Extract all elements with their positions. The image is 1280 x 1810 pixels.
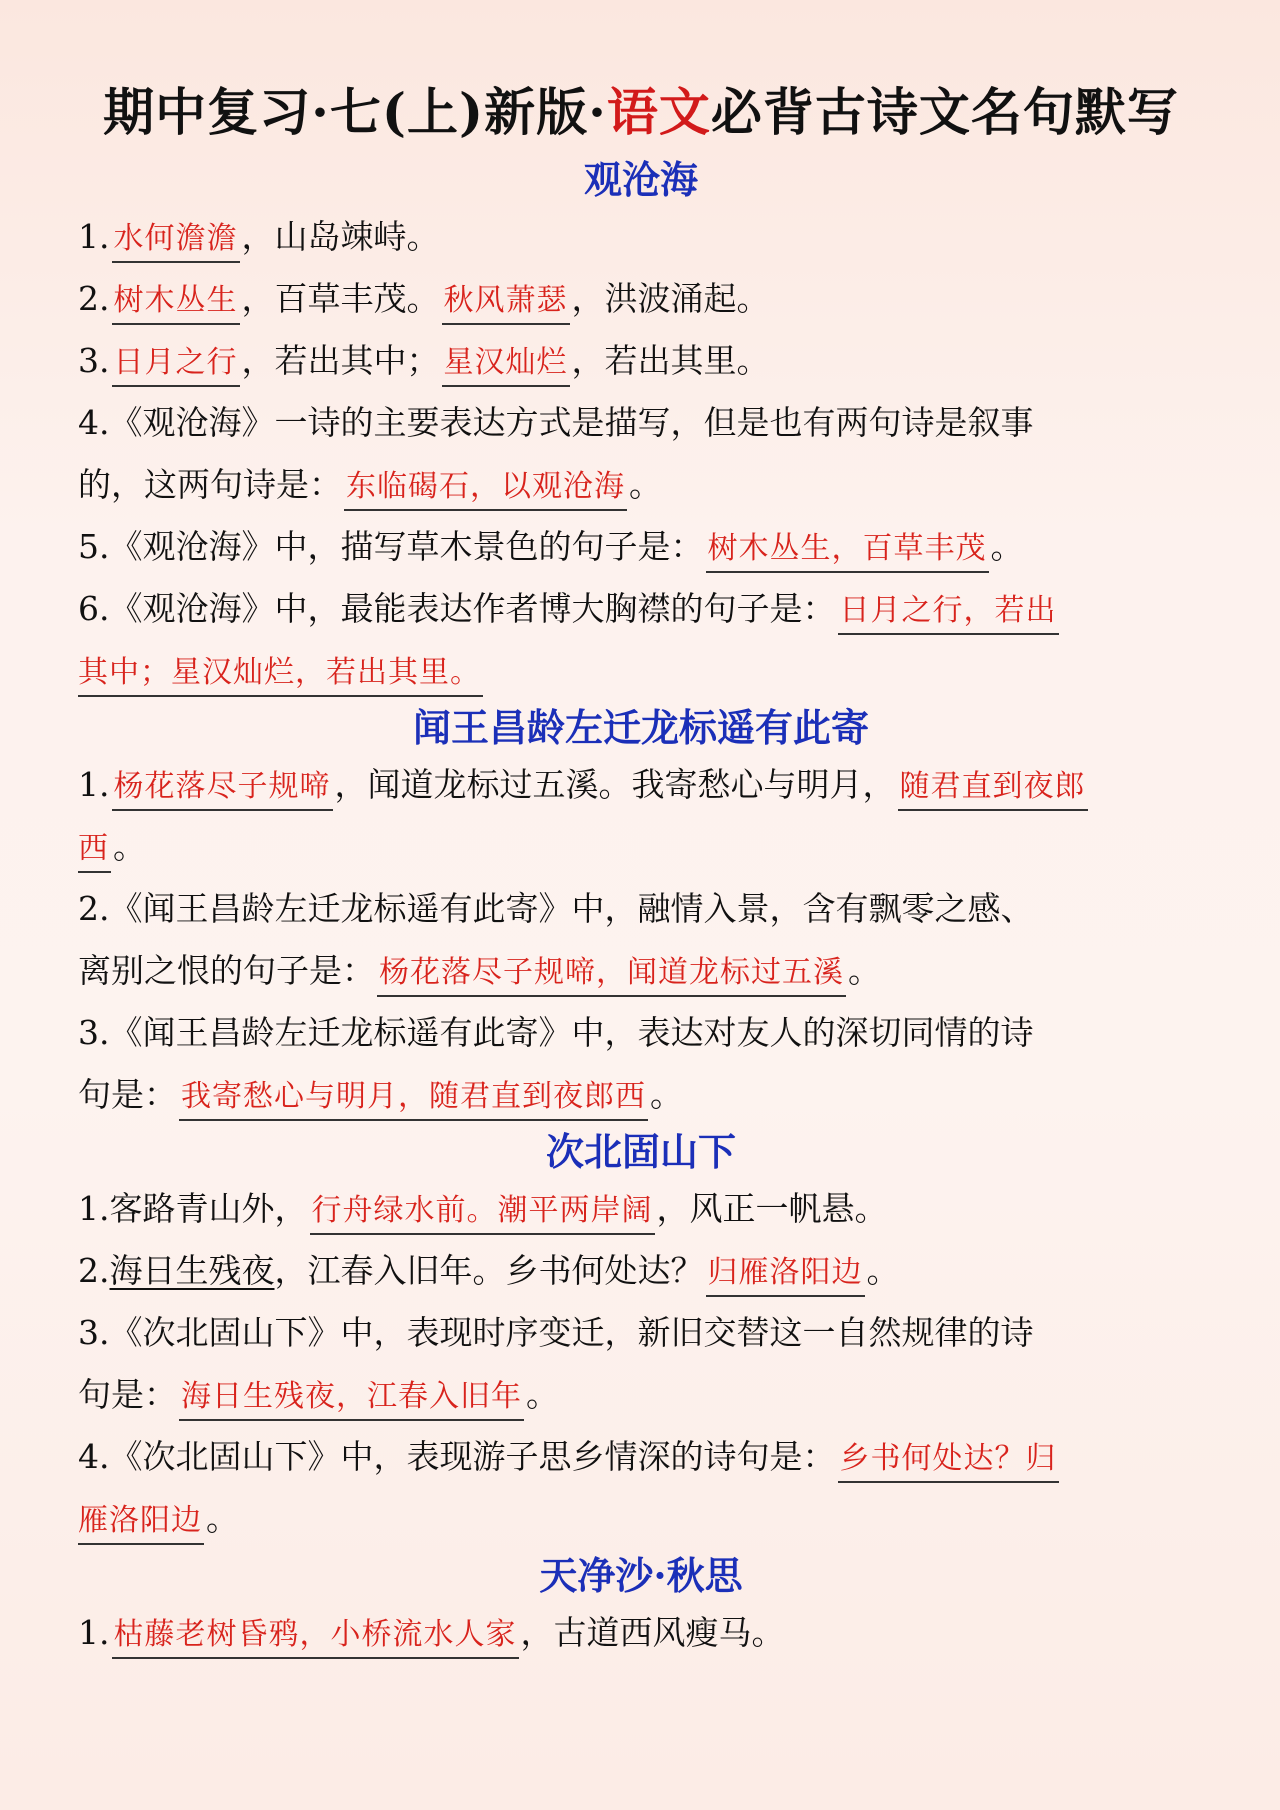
answer-text: 星汉灿烂 <box>442 343 570 387</box>
question-number: 1. <box>78 217 110 256</box>
question-line <box>78 1302 1204 1364</box>
question-text: 2.《闻王昌龄左迁龙标遥有此寄》中，融情入景，含有飘零之感、 <box>78 889 1034 928</box>
question-number: 1. <box>78 1613 110 1652</box>
answer-text: 乡书何处达？归 <box>838 1439 1059 1483</box>
section-title: 次北固山下 <box>545 1129 736 1174</box>
question-text: ，洪波涌起。 <box>571 279 770 318</box>
answer-text: 日月之行 <box>112 343 240 387</box>
question-text: 6.《观沧海》中，最能表达作者博大胸襟的句子是： <box>78 589 836 628</box>
question-line <box>78 516 1204 578</box>
answer-text: 树木丛生，百草丰茂 <box>706 529 989 573</box>
question-line <box>78 1002 1204 1064</box>
question-line <box>78 1602 1204 1664</box>
answer-text: 随君直到夜郎 <box>898 767 1088 811</box>
question-number: 2. <box>78 279 110 318</box>
question-line <box>78 940 1204 1002</box>
question-line <box>78 1364 1204 1426</box>
question-text: 4.《次北固山下》中，表现游子思乡情深的诗句是： <box>78 1437 836 1476</box>
section-title: 闻王昌龄左迁龙标遥有此寄 <box>412 705 869 750</box>
question-number: 3. <box>78 341 110 380</box>
question-text: 4.《观沧海》一诗的主要表达方式是描写，但是也有两句诗是叙事 <box>78 403 1034 442</box>
question-line <box>78 1178 1204 1240</box>
underlined-text: 海日生残夜 <box>109 1251 275 1290</box>
question-text: ，风正一帆悬。 <box>656 1189 888 1228</box>
answer-text: 水何澹澹 <box>112 219 240 263</box>
question-text: 。 <box>206 1499 239 1538</box>
answer-text: 杨花落尽子规啼，闻道龙标过五溪 <box>377 953 846 997</box>
answer-text: 其中；星汉灿烂，若出其里。 <box>78 653 483 697</box>
question-text: ，若出其中； <box>241 341 440 380</box>
question-line <box>78 640 1204 702</box>
question-line <box>78 878 1204 940</box>
question-text: 。 <box>113 827 146 866</box>
question-text: ，山岛竦峙。 <box>241 217 440 256</box>
question-line <box>78 206 1204 268</box>
question-line <box>78 578 1204 640</box>
question-number: 2. <box>78 1251 110 1290</box>
question-text: 。 <box>990 527 1024 566</box>
question-text: 5.《观沧海》中，描写草木景色的句子是： <box>78 527 704 566</box>
answer-text: 东临碣石，以观沧海 <box>344 467 627 511</box>
question-text: ，百草丰茂。 <box>241 279 440 318</box>
question-line <box>78 1240 1204 1302</box>
question-text: 3.《次北固山下》中，表现时序变迁，新旧交替这一自然规律的诗 <box>78 1313 1034 1352</box>
question-line <box>78 330 1204 392</box>
question-text: 离别之恨的句子是： <box>78 951 375 990</box>
question-line <box>78 1488 1204 1550</box>
question-line <box>78 268 1204 330</box>
answer-text: 我寄愁心与明月，随君直到夜郎西 <box>179 1077 648 1121</box>
title-highlight: 语文 <box>606 83 711 143</box>
question-text: 。 <box>866 1251 900 1290</box>
answer-text: 秋风萧瑟 <box>442 281 570 325</box>
answer-text: 归雁洛阳边 <box>706 1253 865 1297</box>
page-title <box>78 72 1204 154</box>
answer-text: 海日生残夜，江春入旧年 <box>179 1377 524 1421</box>
answer-text: 西 <box>78 829 111 873</box>
answer-text: 树木丛生 <box>112 281 240 325</box>
question-text: 句是： <box>78 1375 177 1414</box>
section-title: 天净沙·秋思 <box>539 1553 743 1598</box>
question-text: ，若出其里。 <box>571 341 770 380</box>
question-text: ，江春入旧年。乡书何处达？ <box>274 1251 704 1290</box>
question-text: 。 <box>848 951 881 990</box>
question-line <box>78 1426 1204 1488</box>
question-text: 1.客路青山外， <box>78 1189 308 1228</box>
question-text: 3.《闻王昌龄左迁龙标遥有此寄》中，表达对友人的深切同情的诗 <box>78 1013 1034 1052</box>
question-line <box>78 816 1204 878</box>
question-text: ，闻道龙标过五溪。我寄愁心与明月， <box>334 765 896 804</box>
question-line <box>78 754 1204 816</box>
answer-text: 杨花落尽子规啼 <box>112 767 333 811</box>
title-part1: 期中复习·七(上)新版· <box>103 83 607 143</box>
answer-text: 雁洛阳边 <box>78 1501 204 1545</box>
question-text: 。 <box>629 465 662 504</box>
question-line <box>78 392 1204 454</box>
question-line <box>78 454 1204 516</box>
answer-text: 日月之行，若出 <box>838 591 1059 635</box>
question-number: 1. <box>78 765 110 804</box>
title-part2: 必背古诗文名句默写 <box>710 83 1179 143</box>
answer-text: 枯藤老树昏鸦，小桥流水人家 <box>112 1615 519 1659</box>
question-text: 。 <box>526 1375 559 1414</box>
answer-text: 行舟绿水前。潮平两岸阔 <box>310 1191 655 1235</box>
question-text: ，古道西风瘦马。 <box>520 1613 785 1652</box>
question-text: 。 <box>650 1075 683 1114</box>
question-text: 的，这两句诗是： <box>78 465 342 504</box>
question-line <box>78 1064 1204 1126</box>
question-text: 句是： <box>78 1075 177 1114</box>
section-title: 观沧海 <box>583 157 698 202</box>
